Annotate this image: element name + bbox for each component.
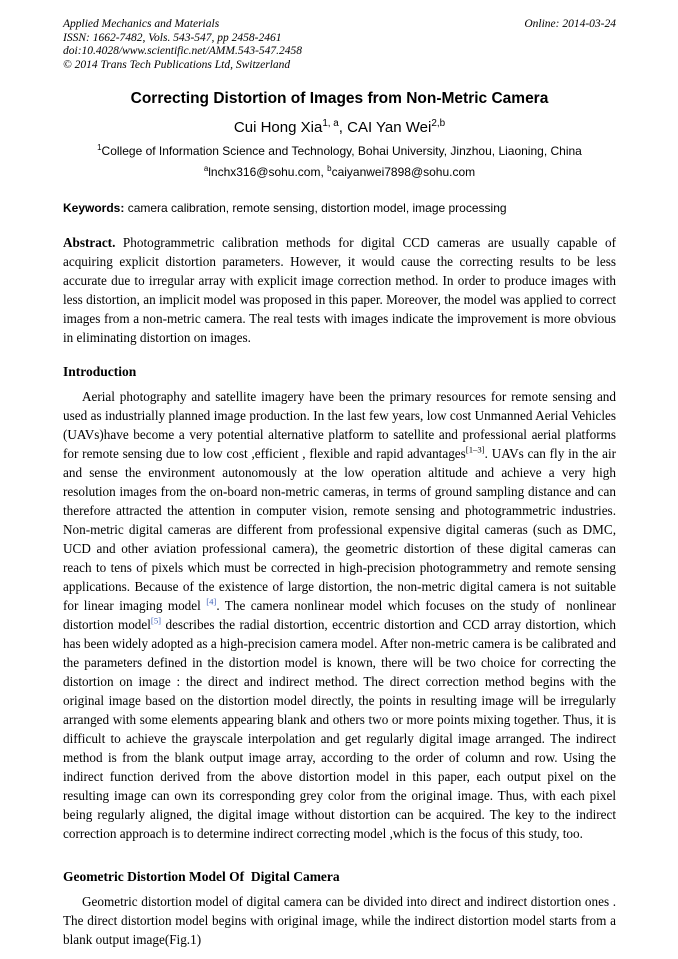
emails-line — [63, 165, 616, 180]
text-run: Cui Hong Xia — [233, 119, 323, 136]
copyright-line: © 2014 Trans Tech Publications Ltd, Switzerland — [63, 58, 291, 71]
text-run: camera calibration, remote sensing, distortion model, image processing — [124, 201, 507, 215]
text-run: Geometric distortion model of digital camera can be divided into direct and indirect distortion ones . The direct distortion model begins with original image, while the indirect distortion model starts from a blank output image(Fig.1) — [63, 894, 620, 947]
text-run: a — [203, 164, 209, 173]
text-run: 2,b — [431, 118, 446, 129]
text-run: describes the radial distortion, eccentric distortion and CCD array distortion, which has been widely adopted as a high-precision camera model. After non-metric camera is be calibrated and the parameters defined in the distortion model is known, there will be two choice for correcting the distortion on image : the direct and indirect method. The direct correction method begins with the original image based on the distortion model directly, the points in resulting image will be irregularly arranged with some elements appearing blank and others two or more points mixing together. Thus, it is difficult to achieve the grayscale interpolation and get regularly digital image arranged. The indirect method is from the blank output image array, according to the order of column and row. Using the indirect function derived from the above distortion model in this paper, each output pixel on the resulting image can own its corresponding grey color from the original image. Thus, with each pixel being regularly aligned, the digital image without distortion can be acquired. The key to the indirect correction approach is to determine indirect correcting model ,which is the focus of this study, too. — [63, 617, 620, 841]
text-run: College of Information Science and Technology, Bohai University, Jinzhou, Liaoning, China — [101, 144, 582, 158]
section-heading-introduction: Introduction — [63, 364, 137, 379]
citation-ref-5[interactable]: [5] — [150, 615, 162, 626]
text-run: caiyanwei7898@sohu.com — [331, 165, 476, 179]
text-run: lnchx316@sohu.com, — [208, 165, 328, 179]
journal-header-left — [63, 18, 302, 72]
geometric-distortion-paragraph — [63, 892, 620, 949]
text-run: 1, a — [322, 118, 339, 129]
text-run: [1–3] — [465, 444, 485, 455]
keywords-line — [63, 201, 616, 216]
text-run: 1 — [97, 143, 102, 152]
text-run: Keywords: — [63, 201, 125, 215]
abstract-paragraph — [63, 233, 620, 347]
authors-line — [63, 118, 616, 137]
text-run: Abstract. — [63, 235, 116, 250]
paper-title: Correcting Distortion of Images from Non-Metric Camera — [130, 90, 549, 107]
doi-line: doi:10.4028/www.scientific.net/AMM.543-547.2458 — [63, 45, 303, 57]
text-run: Aerial photography and satellite imagery have been the primary resources for remote sensing and used as industrially planned image production. In the last few years, low cost Unmanned Aerial Vehicles (UAVs)have become a very potential alternative platform to satellite and professional aerial platforms for remote sensing due to low cost ,efficient , flexible and rapid advantages — [63, 389, 620, 461]
text-run: b — [327, 164, 332, 173]
text-run: . The camera nonlinear model which focuses on the study of nonlinear distortion model — [63, 598, 620, 632]
affiliation-line — [63, 144, 616, 159]
text-run: . UAVs can fly in the air and sense the environment autonomously at the low operation altitude and achieve a very high resolution images from the on-board non-metric cameras, in terms of ground sampling distance and can therefore attracted the attention in computer vision, remote sensing and photogrammetric industries. Non-metric digital cameras are different from professional expensive digital cameras (such as DMC, UCD and other aviation professional camera), the geometric distortion of these digital cameras can reach to tens of pixels which must be corrected in high-precision photogrammetry and remote sensing applications. Because of the existence of large distortion, the non-metric digital camera is not suitable for linear imaging model — [63, 446, 620, 613]
section-heading-geometric-distortion-model: Geometric Distortion Model Of Digital Camera — [63, 869, 340, 884]
text-run: , CAI Yan Wei — [338, 119, 432, 136]
online-date: Online: 2014-03-24 — [524, 18, 616, 30]
journal-name: Applied Mechanics and Materials — [63, 18, 220, 30]
text-run: Photogrammetric calibration methods for digital CCD cameras are usually capable of acquiring explicit distortion parameters. However, it would cause the correcting results to be less accurate due to irregular array with explicit image correction method. In order to produce images with less distortion, an implicit model was proposed in this paper. Moreover, the model was applied to correct images from a non-metric camera. The real tests with images indicate the improvement is more obvious in eliminating distortion on images. — [63, 235, 620, 345]
journal-header — [63, 18, 616, 72]
issn-line: ISSN: 1662-7482, Vols. 543-547, pp 2458-2461 — [63, 31, 282, 44]
introduction-paragraph — [63, 387, 620, 843]
citation-ref-4[interactable]: [4] — [206, 596, 217, 607]
